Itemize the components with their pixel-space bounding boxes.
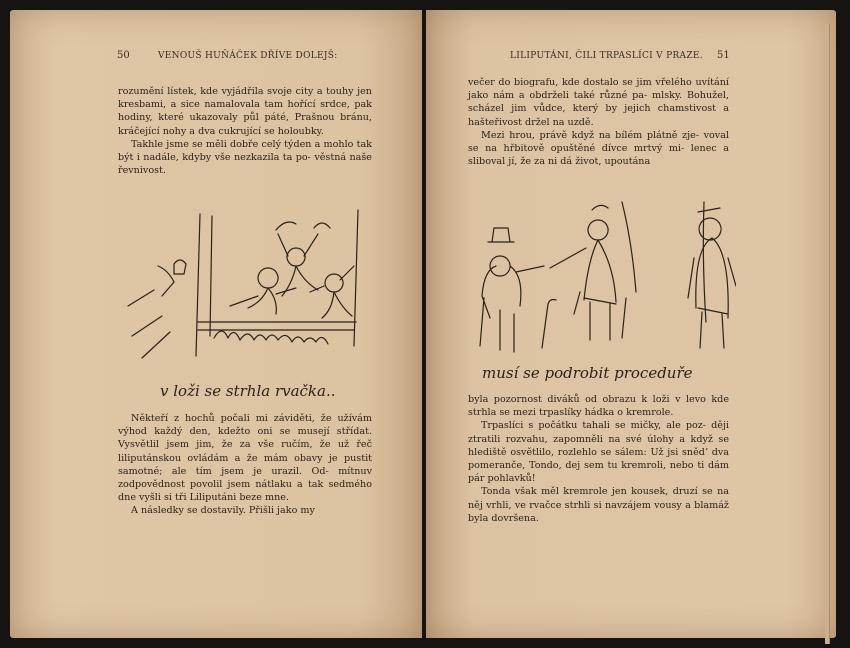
text-line: mne.: [264, 492, 289, 504]
text-line: Už jsi snědʼ dva pomeranče, Tondo, dej sem: [468, 446, 729, 472]
text-line: A následky se dostavily. Přišli jako my: [131, 505, 315, 517]
text-line: hořící srdce, pak hodiny, které ukazovaly půl: [118, 99, 372, 124]
text-line: výhod každý den, kdežto oni se musejí střídat.: [118, 426, 372, 438]
text-line: večer do biografu, kde dostalo se jim vřelého: [468, 77, 692, 88]
text-line: tak sedmého dne vyšli si tři Liliputáni beze: [118, 479, 372, 504]
small-man-top-hat: [480, 228, 544, 352]
paragraph: [118, 85, 372, 138]
text-line: věstná naše řevnivost.: [118, 152, 372, 177]
paragraph: [118, 138, 372, 178]
paragraph-block-2: [468, 393, 729, 525]
text-line: a když se hlediště osvětlilo, rozlehlo se sálem:: [468, 433, 729, 458]
paragraph: [468, 76, 729, 129]
text-line: voval se na hřbitově opuštěné dívce mrtvý mi-: [468, 129, 729, 155]
paragraph: [468, 393, 729, 419]
text-line: páté, Prašnou bránu, kráčející nohy a dva: [118, 112, 373, 137]
text-line: tu kremroli, nebo ti dám pár pohlavků!: [468, 460, 729, 485]
text-line: touhy jen kresbami, a sice namalovala tam: [118, 86, 372, 111]
reaching-arms: [128, 266, 174, 358]
hat-sketch: [174, 260, 186, 274]
text-line: se na něj vrhli, ve rvačce strhli si navzájem: [468, 486, 729, 511]
text-line: mlsky. Bohužel, scházel jim vůdce, který by: [468, 90, 729, 115]
running-header: LILIPUTÁNI, ČILI TRPASLÍCI V PRAZE.: [510, 51, 703, 61]
text-line: vousy a blamáž byla dovršena.: [468, 499, 729, 524]
text-line: mítnuv zodpovědnost povolil jsem nátlaku a: [118, 465, 372, 491]
cinema-scene-illustration: [466, 198, 736, 358]
page-number: 50: [117, 50, 130, 61]
balcony-drapery: [214, 331, 328, 344]
text-line: Vysvětlil jsem jim, že za vše ručím, že už řeč: [118, 439, 372, 451]
text-line: ději ztratili rozvahu, zapomněli na své úlohy: [468, 420, 729, 445]
right-page: [426, 10, 836, 638]
illustration-caption: v loži se strhla rvačka..: [160, 382, 336, 400]
figure-center: [276, 222, 330, 296]
text-line: byla pozornost diváků od obrazu k loži v levo: [468, 394, 706, 405]
paragraph-block-1: [118, 85, 372, 177]
text-line: Někteří z hochů počali mi záviděti, že užívám: [131, 413, 372, 424]
text-line: rozumění lístek, kde vyjádřila svoje city a: [118, 86, 323, 97]
illustration-caption: musí se podrobit proceduře: [482, 364, 693, 382]
paragraph-block-2: [118, 412, 372, 518]
tall-gentleman: [688, 208, 736, 348]
theatre-box-fight-illustration: [118, 206, 372, 374]
text-line: uvítání jako nám a obdrželi také různé pa-: [468, 77, 729, 102]
text-line: kde strhla se mezi trpaslíky hádka o kremrole.: [468, 394, 729, 419]
paragraph: [118, 504, 372, 517]
page-number: 51: [717, 50, 730, 61]
paragraph: [468, 419, 729, 485]
text-line: jejich chamstivost a hašteřivost držel na uzdě.: [468, 103, 729, 128]
paragraph: [468, 485, 729, 525]
screen-curtain: [622, 202, 706, 338]
text-line: lenec a sliboval jí, že za ni dá život, upoutána: [468, 143, 729, 168]
text-line: cukrující se holoubky.: [218, 125, 324, 137]
text-line: pustit samotné; ale tím jsem je urazil. Od-: [118, 452, 372, 477]
paragraph: [118, 412, 372, 504]
text-line: liliputánskou ovládám a že mám obavy je: [118, 452, 338, 464]
text-line: Trpaslíci s počátku tahali se mičky, ale poz-: [481, 420, 707, 432]
running-header: VENOUŠ HUŇÁČEK DŘÍVE DOLEJŠ:: [158, 51, 338, 61]
walking-cane: [542, 300, 556, 349]
text-line: Tonda však měl kremrole jen kousek, druzí: [481, 486, 698, 498]
paragraph: [468, 129, 729, 169]
text-line: tak být i nadále, kdyby vše nezkazila ta po-: [118, 138, 372, 164]
figure-right: [310, 266, 354, 318]
left-page: [10, 10, 422, 638]
text-line: Takhle jsme se měli dobře celý týden a mohlo: [131, 138, 354, 150]
woman-figure: [550, 205, 616, 340]
page-edge: [825, 24, 830, 644]
paragraph-block-1: [468, 76, 729, 168]
box-ledge: [198, 322, 356, 330]
text-line: Mezi hrou, právě když na bílém plátně zje-: [481, 129, 699, 141]
